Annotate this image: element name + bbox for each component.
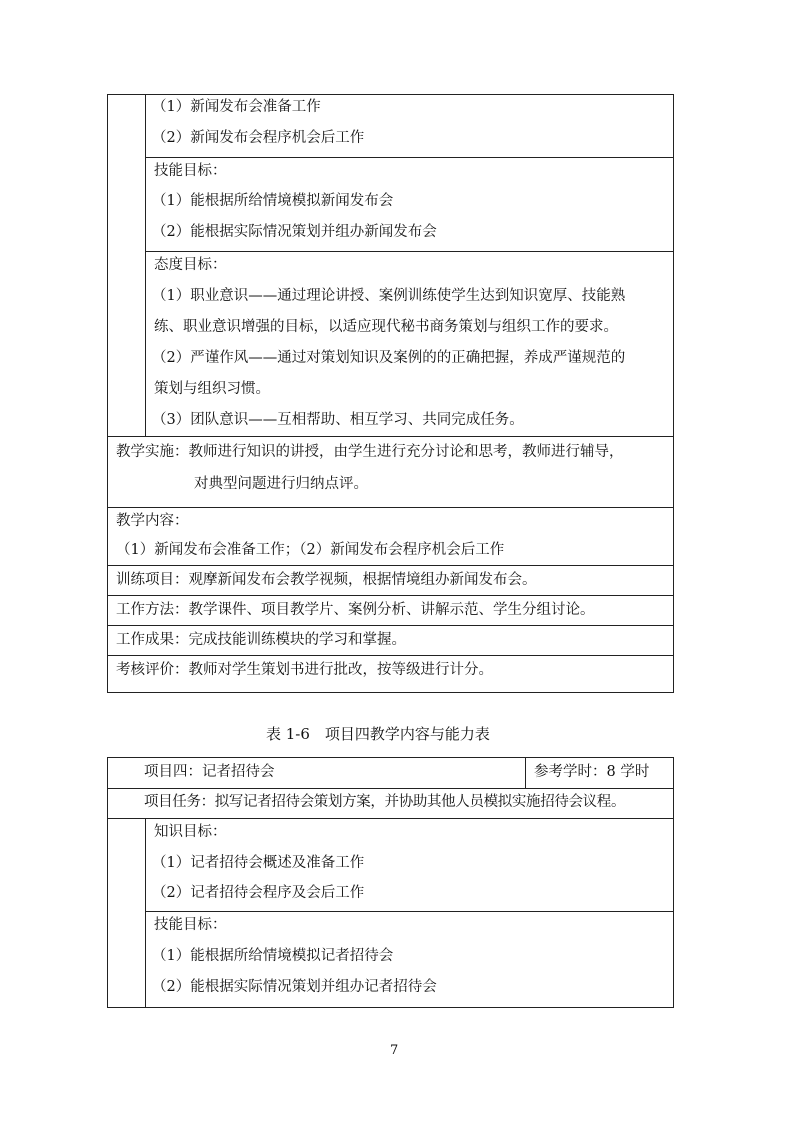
row-divider: [108, 625, 673, 626]
knowledge-item: （2）记者招待会程序及会后工作: [152, 885, 365, 901]
header-divider: [525, 758, 526, 788]
attitude-line: 练、职业意识增强的目标，以适应现代秘书商务策划与组织工作的要求。: [154, 319, 618, 335]
row-divider: [108, 436, 673, 437]
skill-item: （2）能根据实际情况策划并组办新闻发布会: [152, 224, 437, 240]
skill-heading: 技能目标：: [154, 917, 227, 933]
implementation-text: 教学实施：教师进行知识的讲授，由学生进行充分讨论和思考，教师进行辅导，: [116, 444, 624, 460]
skill-item: （2）能根据实际情况策划并组办记者招待会: [152, 979, 437, 995]
content-text: （1）新闻发布会准备工作；（2）新闻发布会程序机会后工作: [116, 542, 505, 558]
content-heading: 教学内容：: [116, 513, 189, 529]
reference-hours: 参考学时：8 学时: [534, 764, 650, 780]
result-row: 工作成果：完成技能训练模块的学习和掌握。: [116, 632, 406, 648]
table-caption: 表 1-6 项目四教学内容与能力表: [266, 725, 490, 743]
row-divider: [145, 251, 673, 252]
method-row: 工作方法：教学课件、项目教学片、案例分析、讲解示范、学生分组讨论。: [116, 602, 595, 618]
skill-item: （1）能根据所给情境模拟新闻发布会: [152, 193, 394, 209]
left-column-divider: [145, 818, 146, 1007]
attitude-line: 策划与组织习惯。: [154, 381, 270, 397]
knowledge-item: （1）新闻发布会准备工作: [152, 99, 321, 115]
knowledge-item: （2）新闻发布会程序机会后工作: [152, 130, 365, 146]
table-continued: [107, 94, 674, 693]
attitude-line: （3）团队意识——互相帮助、相互学习、共同完成任务。: [152, 412, 524, 428]
row-divider: [145, 911, 673, 912]
implementation-text-cont: 对典型问题进行归纳点评。: [194, 476, 368, 492]
row-divider: [108, 655, 673, 656]
knowledge-item: （1）记者招待会概述及准备工作: [152, 855, 365, 871]
left-column-divider: [145, 95, 146, 436]
row-divider: [108, 788, 673, 789]
training-row: 训练项目：观摩新闻发布会教学视频，根据情境组办新闻发布会。: [116, 572, 537, 588]
knowledge-heading: 知识目标：: [154, 824, 227, 840]
row-divider: [108, 507, 673, 508]
attitude-line: （1）职业意识——通过理论讲授、案例训练使学生达到知识宽厚、技能熟: [152, 288, 626, 304]
project-four-table: [107, 757, 674, 1008]
attitude-heading: 态度目标：: [154, 257, 227, 273]
row-divider: [108, 818, 673, 819]
row-divider: [108, 565, 673, 566]
row-divider: [145, 157, 673, 158]
row-divider: [108, 595, 673, 596]
project-title: 项目四：记者招待会: [144, 764, 275, 780]
assessment-row: 考核评价：教师对学生策划书进行批改，按等级进行计分。: [116, 662, 493, 678]
project-task: 项目任务：拟写记者招待会策划方案，并协助其他人员模拟实施招待会议程。: [144, 794, 626, 810]
skill-item: （1）能根据所给情境模拟记者招待会: [152, 948, 394, 964]
attitude-line: （2）严谨作风——通过对策划知识及案例的的正确把握，养成严谨规范的: [152, 350, 626, 366]
page-number: 7: [390, 1043, 399, 1058]
skill-heading: 技能目标：: [154, 163, 227, 179]
